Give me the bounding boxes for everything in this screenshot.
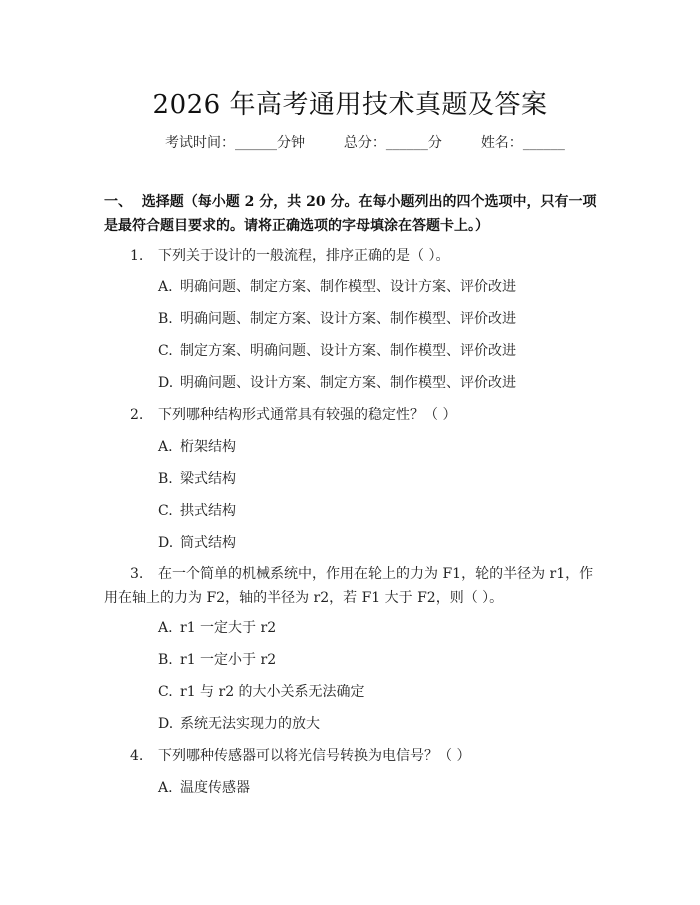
question-3-option-b bbox=[158, 649, 276, 669]
option-text: r1 一定大于 r2 bbox=[180, 620, 277, 636]
option-text: 拱式结构 bbox=[180, 503, 236, 519]
question-2-option-b bbox=[158, 468, 236, 488]
question-3-option-c bbox=[158, 681, 365, 701]
page-title: 2026 年高考通用技术真题及答案 bbox=[152, 90, 548, 120]
option-text: 温度传感器 bbox=[180, 780, 250, 796]
option-letter: D. bbox=[158, 375, 174, 391]
section-heading bbox=[104, 190, 598, 238]
time-blank: ______ bbox=[235, 135, 277, 151]
question-stem: 在一个简单的机械系统中，作用在轮上的力为 F1，轮的半径为 r1，作用在轴上的力为 F2，轴的半径为 r2，若 F1 大于 F2，则（ ）。 bbox=[104, 566, 594, 606]
option-text: 桁架结构 bbox=[180, 439, 236, 455]
score-blank: ______ bbox=[385, 135, 428, 151]
score-unit: 分 bbox=[427, 135, 442, 151]
option-text: 明确问题、设计方案、制定方案、制作模型、评价改进 bbox=[180, 375, 516, 391]
question-stem: 下列关于设计的一般流程，排序正确的是（ ）。 bbox=[158, 248, 450, 264]
name-blank: ______ bbox=[522, 135, 565, 151]
option-text: 系统无法实现力的放大 bbox=[180, 716, 320, 732]
question-4 bbox=[130, 745, 470, 765]
question-stem: 下列哪种传感器可以将光信号转换为电信号？（ ） bbox=[158, 748, 471, 764]
question-1-option-b bbox=[158, 308, 516, 328]
option-letter: C. bbox=[158, 503, 173, 519]
question-1-option-c bbox=[158, 340, 516, 360]
question-2 bbox=[130, 404, 456, 424]
option-text: 制定方案、明确问题、设计方案、制作模型、评价改进 bbox=[180, 343, 516, 359]
option-text: 明确问题、制定方案、制作模型、设计方案、评价改进 bbox=[180, 279, 516, 295]
option-text: 明确问题、制定方案、设计方案、制作模型、评价改进 bbox=[180, 311, 516, 327]
option-letter: B. bbox=[158, 311, 173, 327]
option-letter: B. bbox=[158, 652, 173, 668]
question-3-option-a bbox=[158, 617, 276, 637]
question-stem: 下列哪种结构形式通常具有较强的稳定性？（ ） bbox=[158, 407, 457, 423]
question-3-option-d bbox=[158, 713, 320, 733]
question-2-option-d bbox=[158, 532, 236, 552]
question-1-option-a bbox=[158, 276, 516, 296]
option-letter: A. bbox=[158, 279, 173, 295]
option-letter: A. bbox=[158, 439, 173, 455]
question-1-option-d bbox=[158, 372, 516, 392]
option-letter: D. bbox=[158, 716, 174, 732]
option-text: 筒式结构 bbox=[180, 535, 236, 551]
option-text: r1 一定小于 r2 bbox=[180, 652, 277, 668]
question-3 bbox=[104, 562, 594, 610]
question-number: 1. bbox=[130, 248, 144, 264]
option-letter: B. bbox=[158, 471, 173, 487]
score-label: 总分： bbox=[343, 135, 386, 151]
question-number: 3. bbox=[130, 566, 144, 582]
time-unit: 分钟 bbox=[277, 135, 305, 151]
question-4-option-a bbox=[158, 777, 250, 797]
question-2-option-c bbox=[158, 500, 236, 520]
name-label: 姓名： bbox=[480, 135, 523, 151]
section-number: 一、 bbox=[104, 194, 132, 210]
section-text: 选择题（每小题 2 分，共 20 分。在每小题列出的四个选项中，只有一项是最符合题目要求的。请将正确选项的字母填涂在答题卡上。） bbox=[104, 194, 597, 234]
option-letter: A. bbox=[158, 780, 173, 796]
time-label: 考试时间： bbox=[165, 135, 235, 151]
question-2-option-a bbox=[158, 436, 236, 456]
option-text: 梁式结构 bbox=[180, 471, 236, 487]
option-letter: C. bbox=[158, 684, 173, 700]
exam-meta bbox=[165, 132, 565, 152]
question-number: 2. bbox=[130, 407, 144, 423]
question-number: 4. bbox=[130, 748, 144, 764]
option-letter: A. bbox=[158, 620, 173, 636]
option-letter: D. bbox=[158, 535, 174, 551]
option-text: r1 与 r2 的大小关系无法确定 bbox=[180, 684, 365, 700]
question-1 bbox=[130, 245, 449, 265]
option-letter: C. bbox=[158, 343, 173, 359]
